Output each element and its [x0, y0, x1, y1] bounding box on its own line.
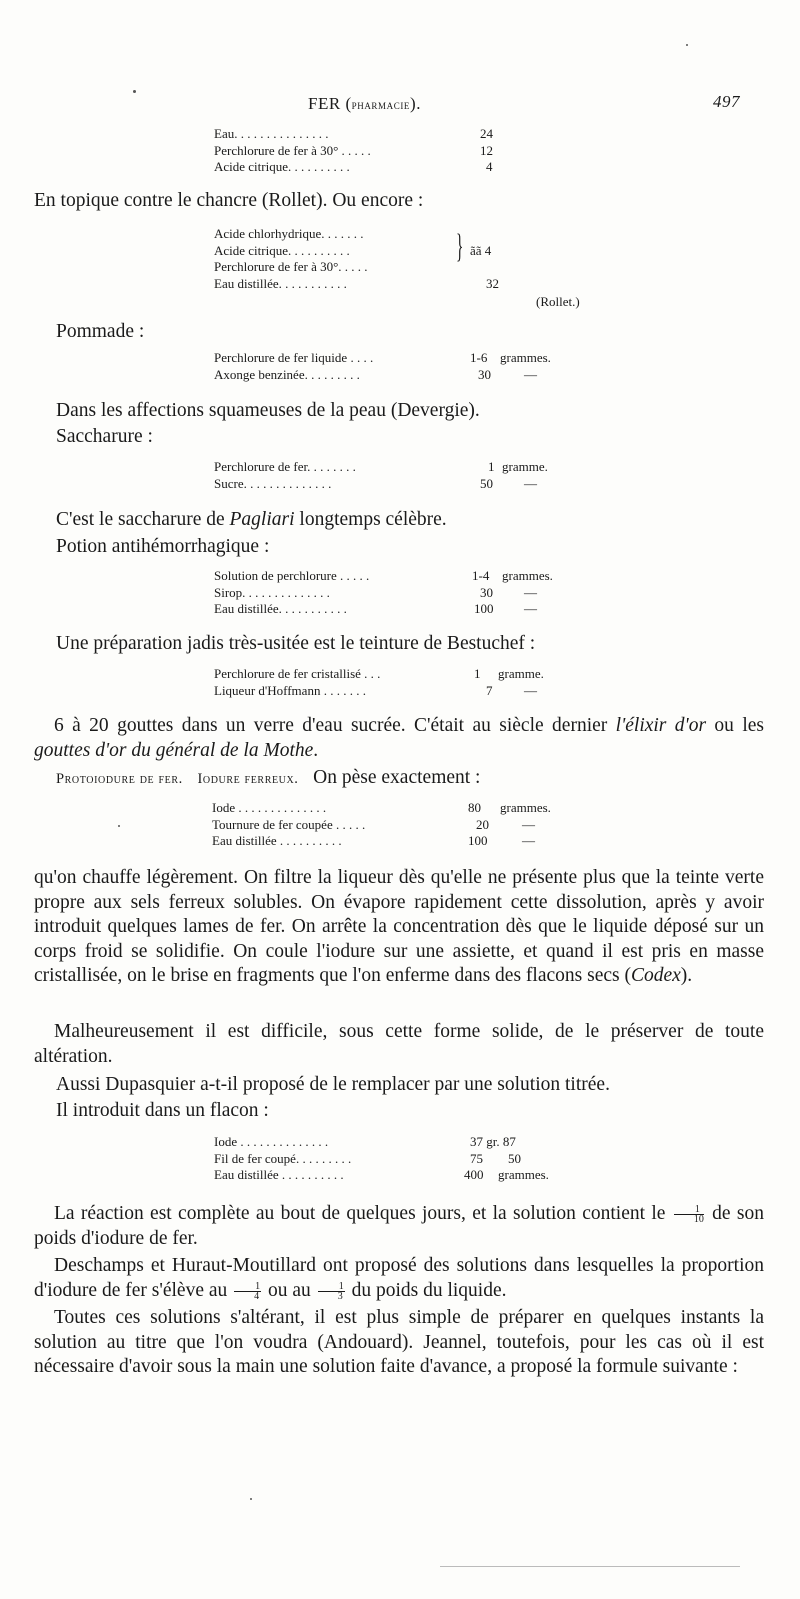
ingredient-unit: — [524, 584, 537, 600]
ingredient-qty: 1 [488, 459, 495, 474]
ink-spot [686, 44, 688, 46]
text-run: du poids du liquide. [346, 1279, 507, 1301]
ingredient-name: Fil de fer coupé. . . . . . . . . [214, 1150, 352, 1166]
ingredient-name: Eau distillée . . . . . . . . . . [214, 1167, 344, 1182]
recipe-row [214, 367, 574, 384]
paragraph-potion: Potion antihémorrhagique : [56, 536, 270, 557]
scan-edge-line [440, 1566, 740, 1567]
paragraph-saccharure: Saccharure : [56, 426, 153, 447]
header-title: FER [308, 94, 341, 113]
ingredient-qty: 4 [486, 159, 493, 174]
ingredient-qty: 100 [474, 601, 494, 616]
text-run: Deschamps et Huraut-Moutillard ont proposé des solutions dans lesquelles la proportion d'iodure de fer s'élève au [34, 1255, 764, 1301]
ingredient-name: Sucre. . . . . . . . . . . . . . [214, 475, 332, 491]
recipe-row [214, 226, 554, 243]
recipe-row [214, 683, 574, 700]
ingredient-unit: — [524, 682, 537, 698]
recipe-row [214, 350, 574, 367]
text-run: C'est le saccharure de [56, 509, 230, 530]
paragraph-toutes: Toutes ces solutions s'altérant, il est plus simple de préparer en quelques instants la solution au titre que l'on voudra (Andouard). Jeannel, toutefois, pour les cas où il est nécessaire d'avoir sous la main une solution faite d'avance, a proposé la formule suivante : [34, 1307, 764, 1377]
ingredient-qty: 1 [474, 666, 481, 681]
ingredient-qty: 30 [480, 584, 493, 600]
ingredient-qty: 1-4 [472, 568, 490, 583]
text-run: La réaction est complète au bout de quelques jours, et la solution contient le [54, 1203, 672, 1224]
italic-title: l'élixir d'or [615, 715, 707, 736]
ingredient-name: Liqueur d'Hoffmann . . . . . . . [214, 682, 366, 698]
paragraph-reaction [34, 1202, 764, 1251]
fraction [234, 1282, 261, 1301]
ingredient-name: Perchlorure de fer cristallisé . . . [214, 666, 381, 681]
ingredient-unit: — [524, 475, 537, 491]
recipe-row [214, 601, 574, 618]
ingredient-unit: grammes. [498, 1167, 549, 1182]
recipe-5 [214, 568, 574, 618]
ink-spot [133, 90, 136, 93]
ingredient-name: Perchlorure de fer à 30° . . . . . [214, 142, 371, 158]
ingredient-name: Eau distillée. . . . . . . . . . . [214, 601, 347, 616]
recipe-row [214, 259, 554, 276]
ingredient-unit: grammes. [502, 568, 553, 583]
recipe-row [214, 159, 514, 176]
recipe-row [214, 459, 574, 476]
italic-source: Codex [630, 965, 681, 986]
text-run: qu'on chauffe légèrement. On filtre la liqueur dès qu'elle ne présente plus que la teinte verte propre aux sels ferreux solubles. On évapore rapidement cette dissolution, après y avoir introduit quelques lames de fer. On arrête la concentration dès que le liquide déposé sur un corps froid se solidifie. On coule l'iodure sur une assiette, et quand il est pris en masse cristallisée, on le brise en fragments que l'on enferme dans des flacons secs ( [34, 867, 764, 986]
paragraph-pommade: Pommade : [56, 321, 145, 342]
ingredient-unit: grammes. [500, 800, 551, 815]
ingredient-unit: — [524, 366, 537, 382]
italic-title: gouttes d'or du général de la Mothe [34, 739, 314, 761]
paragraph-bestuchef: Une préparation jadis très-usitée est le teinture de Bestuchef : [56, 633, 536, 654]
ingredient-unit: — [522, 816, 535, 832]
ingredient-name: Perchlorure de fer. . . . . . . . [214, 459, 356, 474]
text-run: ). [680, 965, 693, 986]
ingredient-qty: 32 [486, 275, 499, 291]
paragraph-gouttes [34, 714, 764, 763]
ingredient-name: Eau distillée . . . . . . . . . . [212, 833, 342, 848]
recipe-8 [214, 1134, 574, 1184]
ingredient-unit: 50 [508, 1150, 521, 1166]
paragraph-affections: Dans les affections squameuses de la peau (Devergie). [56, 400, 480, 421]
header-subtitle: pharmacie [351, 97, 411, 112]
fraction-denominator: 10 [693, 1214, 704, 1226]
fraction [318, 1282, 345, 1301]
ingredient-unit: gramme. [502, 459, 548, 474]
ingredient-unit: grammes. [500, 350, 551, 365]
recipe-row [214, 666, 574, 683]
ingredient-qty: 37 gr. 87 [470, 1134, 516, 1149]
ingredient-qty: 75 [470, 1150, 483, 1166]
ingredient-unit: — [522, 833, 535, 848]
ingredient-unit: — [524, 601, 537, 616]
fraction-denominator: 4 [254, 1290, 260, 1302]
recipe-row [212, 800, 572, 817]
ingredient-qty: 400 [464, 1167, 484, 1182]
fraction [674, 1205, 704, 1224]
text-run: 6 à 20 gouttes dans un verre d'eau sucrée. C'était au siècle dernier [54, 715, 616, 736]
ingredient-qty-shared: ãã 4 [470, 243, 492, 258]
ingredient-name: Perchlorure de fer à 30°. . . . . [214, 259, 368, 274]
ingredient-name: Eau distillée. . . . . . . . . . . [214, 275, 347, 291]
ink-spot [250, 1498, 252, 1500]
fraction-numerator: 1 [318, 1282, 345, 1292]
paragraph-chauffe [34, 866, 764, 989]
text-run: On pèse exactement : [313, 767, 481, 788]
section-term: Protoiodure de fer. [56, 771, 183, 787]
ingredient-name: Eau. . . . . . . . . . . . . . . [214, 126, 329, 141]
recipe-row [212, 833, 572, 850]
ingredient-name: Solution de perchlorure . . . . . [214, 568, 370, 583]
ingredient-name: Acide citrique. . . . . . . . . . [214, 159, 350, 174]
ingredient-name: Iode . . . . . . . . . . . . . . [214, 1134, 329, 1149]
ingredient-name: Iode . . . . . . . . . . . . . . [212, 800, 327, 815]
paragraph-dupasquier: Aussi Dupasquier a-t-il proposé de le remplacer par une solution titrée. [56, 1074, 610, 1095]
ingredient-name: Perchlorure de fer liquide . . . . [214, 350, 374, 365]
recipe-row [214, 568, 574, 585]
paragraph-flacon: Il introduit dans un flacon : [56, 1100, 269, 1121]
ingredient-qty: 50 [480, 475, 493, 491]
ingredient-qty: 1-6 [470, 350, 488, 365]
ingredient-qty: 20 [476, 816, 489, 832]
fraction-denominator: 3 [337, 1290, 343, 1302]
brace: } [456, 228, 464, 265]
ingredient-name: Acide citrique. . . . . . . . . . [214, 242, 350, 258]
text-run: de son poids d'iodure de fer. [34, 1203, 764, 1249]
ingredient-qty: 80 [468, 800, 481, 815]
text-run: . [313, 739, 319, 761]
paragraph-pagliari [56, 508, 786, 533]
recipe-row [214, 243, 554, 260]
ingredient-qty: 100 [468, 833, 488, 848]
paragraph-deschamps [34, 1254, 764, 1303]
recipe-row [214, 1151, 574, 1168]
recipe-row [214, 276, 554, 293]
ingredient-qty: 12 [480, 142, 493, 158]
paragraph-malheureusement: Malheureusement il est difficile, sous cette forme solide, de le préserver de toute altération. [34, 1021, 764, 1067]
recipe-3 [214, 350, 574, 383]
fraction-numerator: 1 [674, 1205, 704, 1215]
ingredient-name: Tournure de fer coupée . . . . . [212, 816, 366, 832]
recipe-4 [214, 459, 574, 492]
recipe-1 [214, 126, 514, 176]
reference-rollet: (Rollet.) [536, 294, 580, 309]
ingredient-qty: 24 [480, 126, 493, 141]
paragraph-topique: En topique contre le chancre (Rollet). Ou encore : [34, 190, 424, 211]
recipe-row [214, 1134, 574, 1151]
recipe-row [214, 1167, 574, 1184]
fraction-numerator: 1 [234, 1282, 261, 1292]
text-run: ou au [263, 1279, 316, 1301]
text-run: longtemps célèbre. [294, 509, 447, 530]
recipe-row [214, 126, 514, 143]
ingredient-unit: gramme. [498, 666, 544, 681]
text-run: ou les [706, 715, 764, 736]
italic-name: Pagliari [229, 509, 295, 530]
paragraph-protoiodure [56, 766, 786, 792]
page-number: 497 [713, 92, 740, 111]
ingredient-name: Sirop. . . . . . . . . . . . . . [214, 584, 330, 600]
recipe-row [214, 585, 574, 602]
ingredient-qty: 30 [478, 366, 491, 382]
section-term: Iodure ferreux. [197, 771, 299, 787]
running-header: FER (pharmacie). [308, 94, 421, 113]
recipe-row [212, 817, 572, 834]
ink-spot [118, 825, 120, 827]
recipe-row [214, 476, 574, 493]
recipe-row [214, 143, 514, 160]
recipe-7 [212, 800, 572, 850]
ingredient-name: Acide chlorhydrique. . . . . . . [214, 226, 364, 241]
ingredient-name: Axonge benzinée. . . . . . . . . [214, 366, 360, 382]
recipe-2 [214, 226, 554, 292]
recipe-6 [214, 666, 574, 699]
ingredient-qty: 7 [486, 682, 493, 698]
